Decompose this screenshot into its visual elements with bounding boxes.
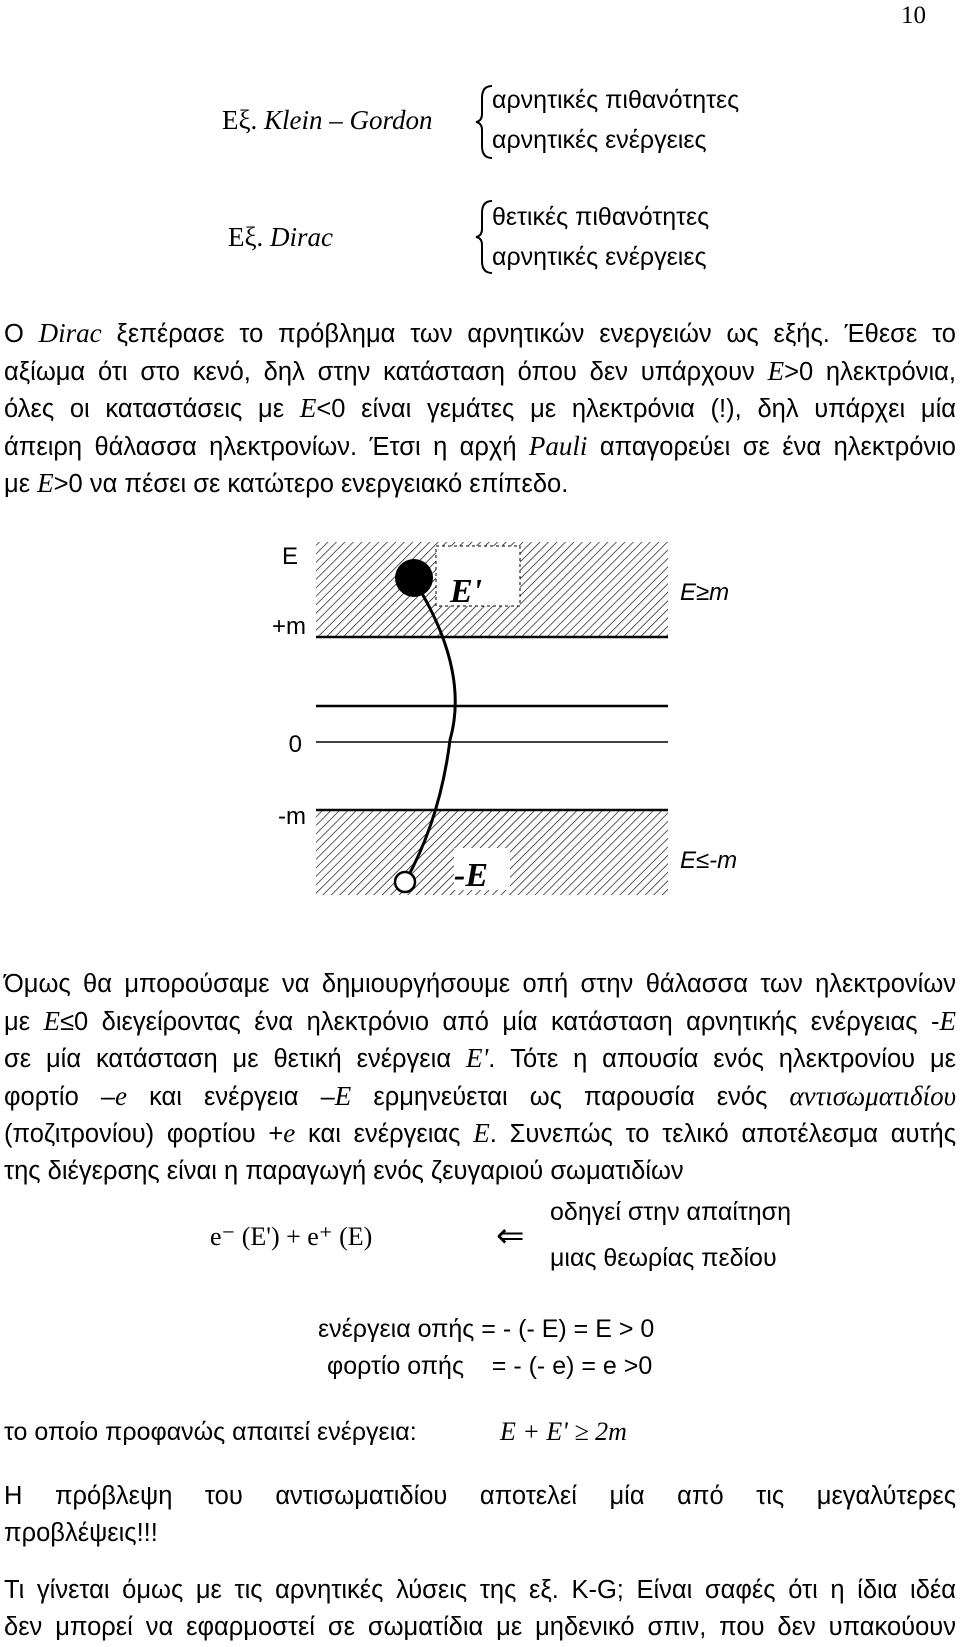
minus-m-label: -m	[278, 803, 306, 830]
field-theory-note-1: οδηγεί στην απαίτηση	[550, 1198, 791, 1226]
paragraph-dirac-sea	[4, 315, 956, 503]
p1-line: όλες οι καταστάσεις με E<0 είναι γεμάτες με ηλεκτρόνια (!), δηλ υπάρχει μία	[4, 393, 956, 423]
kg-property-2: αρνητικές ενέργειες	[492, 126, 707, 154]
p1-line: αξίωμα ότι στο κενό, δηλ στην κατάσταση όπου δεν υπάρχουν E>0 ηλεκτρόνια,	[4, 355, 956, 386]
energy-requirement-formula: E + E' ≥ 2m	[500, 1417, 627, 1446]
p1-line: με E>0 να πέσει σε κατώτερο ενεργειακό επίπεδο.	[4, 468, 569, 498]
paragraph-prediction	[4, 1478, 956, 1551]
p2-line: της διέγερσης είναι η παραγωγή ενός ζευγαριού σωματιδίων	[4, 1156, 684, 1185]
upper-region-label: E≥m	[680, 579, 730, 606]
page-number: 10	[901, 2, 926, 29]
prediction-line: Η πρόβλεψη του αντισωματιδίου αποτελεί μία από τις μεγαλύτερες	[4, 1482, 956, 1510]
p1-line: Ο Dirac ξεπέρασε το πρόβλημα των αρνητικών ενεργειών ως εξής. Έθεσε το	[4, 318, 956, 348]
dirac-label-prefix: Εξ.	[228, 222, 264, 252]
plus-m-label: +m	[271, 613, 306, 640]
paragraph-hole-creation	[4, 966, 956, 1189]
hole-circle	[395, 872, 415, 892]
prediction-line: προβλέψεις!!!	[4, 1518, 158, 1547]
hole-energy: ενέργεια οπής = - (- E) = E > 0	[318, 1315, 655, 1343]
klein-gordon-label	[222, 105, 433, 136]
energy-requirement-text: το οποίο προφανώς απαιτεί ενέργεια:	[4, 1418, 417, 1446]
electron-circle	[395, 559, 433, 597]
hole-charge: φορτίο οπής = - (- e) = e >0	[327, 1352, 653, 1380]
p2-line: σε μία κατάσταση με θετική ενέργεια E'. Τότε η απουσία ενός ηλεκτρονίου με	[4, 1043, 957, 1073]
dirac-property-2: αρνητικές ενέργειες	[492, 243, 707, 271]
kg-label-name: Klein – Gordon	[264, 105, 433, 135]
zero-label: 0	[288, 731, 302, 758]
paragraph-closing	[4, 1572, 956, 1645]
dirac-label	[228, 222, 333, 253]
dirac-sea-diagram	[0, 530, 960, 910]
dirac-label-name: Dirac	[270, 222, 334, 252]
p2-line: φορτίο –e και ενέργεια –E ερμηνεύεται ως παρουσία ενός αντισωματιδίου	[4, 1080, 956, 1111]
implies-arrow: ⇐	[496, 1217, 525, 1255]
minus-e-label: -E	[454, 857, 488, 894]
closing-line: δεν μπορεί να εφαρμοστεί σε σωματίδια με μηδενικό σπιν, που δεν υπακούουν	[4, 1612, 956, 1641]
kg-label-prefix: Εξ.	[222, 105, 258, 135]
p1-line: άπειρη θάλασσα ηλεκτρονίων. Έτσι η αρχή Pauli απαγορεύει σε ένα ηλεκτρόνιο	[4, 430, 956, 461]
closing-line: Τι γίνεται όμως με τις αρνητικές λύσεις της εξ. K-G; Είναι σαφές ότι η ίδια ιδέα	[4, 1576, 956, 1604]
dirac-property-1: θετικές πιθανότητες	[492, 203, 710, 231]
p2-line: (ποζιτρονίου) φορτίου +e και ενέργειας E. Συνεπώς το τελικό αποτέλεσμα αυτής	[4, 1118, 956, 1148]
field-theory-note-2: μιας θεωρίας πεδίου	[550, 1244, 777, 1272]
e-prime-label: E'	[450, 573, 483, 610]
p2-line: Όμως θα μπορούσαμε να δημιουργήσουμε οπή στην θάλασσα των ηλεκτρονίων	[4, 970, 956, 998]
lower-region-label: E≤-m	[680, 847, 738, 874]
kg-property-1: αρνητικές πιθανότητες	[492, 86, 740, 114]
energy-axis-label: E	[281, 543, 298, 570]
p2-line: με E≤0 διεγείροντας ένα ηλεκτρόνιο από μία κατάσταση αρνητικής ενέργειας -E	[4, 1005, 956, 1036]
pair-production-formula: e⁻ (E') + e⁺ (E)	[210, 1222, 373, 1251]
